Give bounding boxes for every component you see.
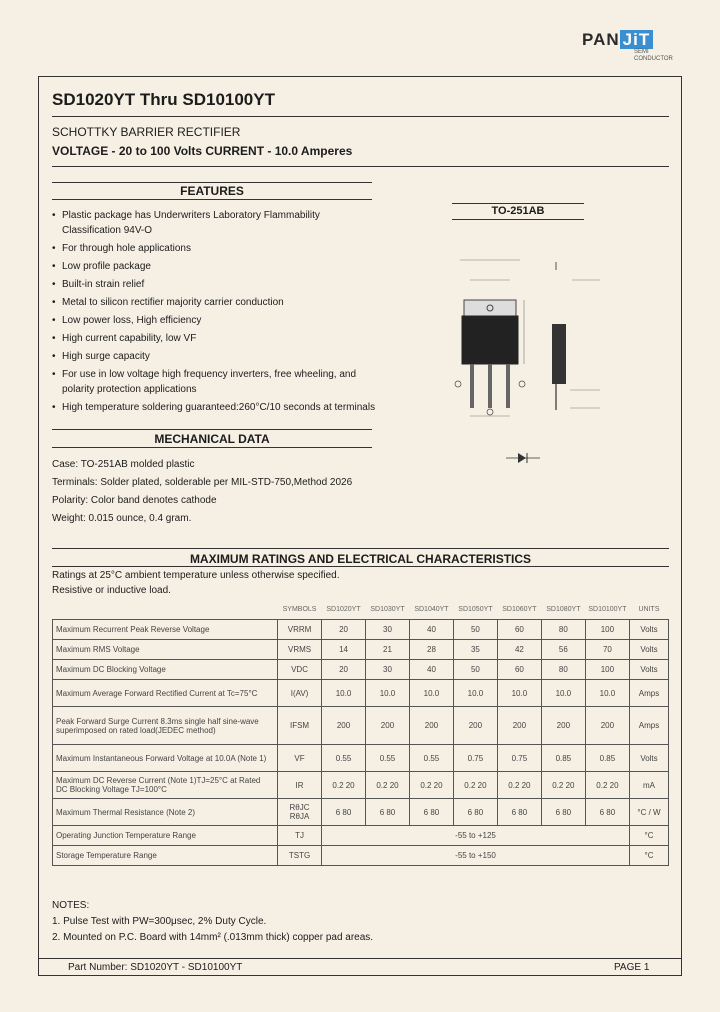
value-cell: 60	[497, 620, 541, 640]
side-body-outline	[552, 324, 566, 384]
diode-symbol-icon	[518, 453, 526, 463]
value-cell: 200	[322, 707, 366, 745]
value-cell: 0.2 20	[497, 772, 541, 799]
ratings-note-ambient: Ratings at 25°C ambient temperature unless otherwise specified.	[52, 570, 340, 581]
unit-cell: °C	[629, 846, 668, 866]
mechanical-rule-bottom	[52, 447, 372, 448]
value-cell: 0.2 20	[322, 772, 366, 799]
logo-pan: PAN	[582, 30, 620, 49]
ratings-table	[52, 599, 669, 866]
footer-divider	[38, 958, 682, 959]
feature-item: • For use in low voltage high frequency inverters, free wheeling, and polarity protection applications	[52, 367, 380, 397]
value-cell: 70	[585, 640, 629, 660]
value-cell: 14	[322, 640, 366, 660]
table-header-cell: SD1050YT	[458, 605, 493, 613]
unit-cell: Amps	[629, 707, 668, 745]
feature-item: • High surge capacity	[52, 349, 382, 364]
features-heading: FEATURES	[180, 184, 244, 198]
value-cell: 10.0	[453, 680, 497, 707]
note-1: 1. Pulse Test with PW=300μsec, 2% Duty Cycle.	[52, 916, 267, 927]
feature-item: • Built-in strain relief	[52, 277, 382, 292]
footer-page: PAGE 1	[614, 962, 650, 973]
unit-cell: Volts	[629, 660, 668, 680]
value-cell: -55 to +125	[322, 826, 630, 846]
table-header-row	[53, 599, 669, 620]
value-cell: 200	[541, 707, 585, 745]
features-rule-bottom	[52, 199, 372, 200]
table-header-cell: SD1020YT	[326, 605, 361, 613]
value-cell: 56	[541, 640, 585, 660]
symbol-cell: I(AV)	[278, 680, 322, 707]
notes-heading: NOTES:	[52, 900, 90, 911]
mechanical-list	[52, 456, 352, 528]
value-cell: 0.2 20	[409, 772, 453, 799]
features-list	[52, 208, 382, 418]
unit-cell: Amps	[629, 680, 668, 707]
header-divider	[52, 166, 669, 167]
value-cell: 0.85	[541, 745, 585, 772]
product-subtitle: SCHOTTKY BARRIER RECTIFIER	[52, 125, 241, 139]
ratings-rule-bottom	[52, 566, 669, 567]
table-header-cell: SD1030YT	[370, 605, 405, 613]
page-title: SD1020YT Thru SD10100YT	[52, 90, 275, 109]
value-cell: 28	[409, 640, 453, 660]
table-row	[53, 707, 669, 745]
value-cell: 100	[585, 660, 629, 680]
table-header-cell: SD1040YT	[414, 605, 449, 613]
mechanical-item: Weight: 0.015 ounce, 0.4 gram.	[52, 513, 192, 524]
logo-subtitle	[634, 49, 673, 63]
unit-cell: °C / W	[629, 799, 668, 826]
value-cell: 60	[497, 660, 541, 680]
tab-outline	[464, 300, 516, 316]
value-cell: 40	[409, 620, 453, 640]
value-cell: 35	[453, 640, 497, 660]
symbol-cell: TJ	[278, 826, 322, 846]
logo-semi: SEMI	[634, 49, 649, 55]
table-header-cell: SYMBOLS	[282, 605, 317, 613]
body-outline	[462, 316, 518, 364]
value-cell: 10.0	[541, 680, 585, 707]
value-cell: 80	[541, 660, 585, 680]
param-cell: Maximum DC Reverse Current (Note 1)TJ=25°C at Rated DC Blocking Voltage TJ=100°C	[53, 772, 278, 799]
table-row	[53, 799, 669, 826]
value-cell: 0.2 20	[541, 772, 585, 799]
mechanical-item: Terminals: Solder plated, solderable per MIL-STD-750,Method 2026	[52, 477, 353, 488]
value-cell: 10.0	[366, 680, 410, 707]
ratings-notes	[52, 568, 339, 598]
value-cell: 10.0	[322, 680, 366, 707]
unit-cell: °C	[629, 826, 668, 846]
table-row	[53, 826, 669, 846]
lead-3	[506, 364, 510, 408]
value-cell: 200	[585, 707, 629, 745]
table-row	[53, 772, 669, 799]
value-cell: 20	[322, 660, 366, 680]
value-cell: 6 80	[409, 799, 453, 826]
value-cell: 30	[366, 660, 410, 680]
feature-item: • High current capability, low VF	[52, 331, 382, 346]
value-cell: 0.55	[366, 745, 410, 772]
value-cell: 0.75	[497, 745, 541, 772]
table-row	[53, 620, 669, 640]
value-cell: 21	[366, 640, 410, 660]
pin-1-marker	[455, 381, 461, 387]
value-cell: 0.2 20	[585, 772, 629, 799]
value-cell: 50	[453, 620, 497, 640]
value-cell: 30	[366, 620, 410, 640]
table-header-param	[53, 599, 278, 620]
title-divider	[52, 116, 669, 117]
unit-cell: Volts	[629, 745, 668, 772]
unit-cell: mA	[629, 772, 668, 799]
value-cell: 10.0	[585, 680, 629, 707]
symbol-cell: IR	[278, 772, 322, 799]
value-cell: 200	[409, 707, 453, 745]
value-cell: 100	[585, 620, 629, 640]
value-cell: 200	[366, 707, 410, 745]
logo-conductor: CONDUCTOR	[634, 56, 673, 62]
notes-block	[52, 898, 373, 946]
lead-2	[488, 364, 492, 408]
value-cell: 0.75	[453, 745, 497, 772]
table-row	[53, 640, 669, 660]
value-cell: 6 80	[497, 799, 541, 826]
ratings-heading: MAXIMUM RATINGS AND ELECTRICAL CHARACTERISTICS	[189, 552, 532, 566]
param-cell: Peak Forward Surge Current 8.3ms single half sine-wave superimposed on rated load(JEDEC method)	[53, 707, 278, 745]
package-outline-drawing	[440, 240, 610, 470]
package-rule-top	[452, 203, 584, 204]
param-cell: Maximum Instantaneous Forward Voltage at 10.0A (Note 1)	[53, 745, 278, 772]
features-rule-top	[52, 182, 372, 183]
value-cell: 80	[541, 620, 585, 640]
feature-item: • Metal to silicon rectifier majority carrier conduction	[52, 295, 382, 310]
feature-item: • Plastic package has Underwriters Laboratory Flammability Classification 94V-O	[52, 208, 332, 238]
pin-3-marker	[519, 381, 525, 387]
mechanical-item: Polarity: Color band denotes cathode	[52, 495, 217, 506]
table-header-cell: SD10100YT	[588, 605, 627, 613]
unit-cell: Volts	[629, 620, 668, 640]
value-cell: 50	[453, 660, 497, 680]
param-cell: Maximum Thermal Resistance (Note 2)	[53, 799, 278, 826]
value-cell: 42	[497, 640, 541, 660]
logo-jit: JiT	[620, 30, 654, 49]
symbol-cell: VF	[278, 745, 322, 772]
package-label: TO-251AB	[491, 205, 545, 217]
table-header-cell: SD1080YT	[546, 605, 581, 613]
voltage-current-line: VOLTAGE - 20 to 100 Volts CURRENT - 10.0 Amperes	[52, 144, 353, 158]
ratings-rule-top	[52, 548, 669, 549]
symbol-cell: VRMS	[278, 640, 322, 660]
value-cell: 0.55	[409, 745, 453, 772]
value-cell: 6 80	[541, 799, 585, 826]
param-cell: Maximum Average Forward Rectified Current at Tc=75°C	[53, 680, 278, 707]
param-cell: Maximum DC Blocking Voltage	[53, 660, 278, 680]
table-header-cell: UNITS	[638, 605, 660, 613]
value-cell: 6 80	[322, 799, 366, 826]
table-row	[53, 846, 669, 866]
lead-1	[470, 364, 474, 408]
value-cell: 10.0	[409, 680, 453, 707]
param-cell: Maximum RMS Voltage	[53, 640, 278, 660]
table-row	[53, 660, 669, 680]
value-cell: 0.55	[322, 745, 366, 772]
value-cell: 6 80	[585, 799, 629, 826]
value-cell: -55 to +150	[322, 846, 630, 866]
value-cell: 40	[409, 660, 453, 680]
symbol-cell: VDC	[278, 660, 322, 680]
feature-item: • Low power loss, High efficiency	[52, 313, 382, 328]
ratings-table-body	[53, 620, 669, 866]
unit-cell: Volts	[629, 640, 668, 660]
value-cell: 0.85	[585, 745, 629, 772]
mechanical-rule-top	[52, 429, 372, 430]
value-cell: 10.0	[497, 680, 541, 707]
panjit-logo	[582, 30, 674, 68]
value-cell: 0.2 20	[453, 772, 497, 799]
note-2: 2. Mounted on P.C. Board with 14mm² (.013mm thick) copper pad areas.	[52, 932, 374, 943]
logo-wordmark	[582, 30, 653, 50]
param-cell: Storage Temperature Range	[53, 846, 278, 866]
symbol-cell: VRRM	[278, 620, 322, 640]
mechanical-heading: MECHANICAL DATA	[154, 432, 270, 446]
symbol-cell: TSTG	[278, 846, 322, 866]
feature-item: • Low profile package	[52, 259, 382, 274]
value-cell: 200	[497, 707, 541, 745]
value-cell: 200	[453, 707, 497, 745]
symbol-cell: RθJC RθJA	[278, 799, 322, 826]
symbol-cell: IFSM	[278, 707, 322, 745]
feature-item: • For through hole applications	[52, 241, 382, 256]
value-cell: 0.2 20	[366, 772, 410, 799]
mechanical-item: Case: TO-251AB molded plastic	[52, 459, 195, 470]
value-cell: 20	[322, 620, 366, 640]
param-cell: Operating Junction Temperature Range	[53, 826, 278, 846]
table-row	[53, 680, 669, 707]
value-cell: 6 80	[366, 799, 410, 826]
value-cell: 6 80	[453, 799, 497, 826]
table-row	[53, 745, 669, 772]
ratings-note-load: Resistive or inductive load.	[52, 585, 171, 596]
package-rule-bottom	[452, 219, 584, 220]
footer-part-number: Part Number: SD1020YT - SD10100YT	[68, 962, 243, 973]
table-header-cell: SD1060YT	[502, 605, 537, 613]
pin-2-marker	[487, 409, 493, 415]
param-cell: Maximum Recurrent Peak Reverse Voltage	[53, 620, 278, 640]
feature-item: • High temperature soldering guaranteed:260°C/10 seconds at terminals	[52, 400, 392, 415]
